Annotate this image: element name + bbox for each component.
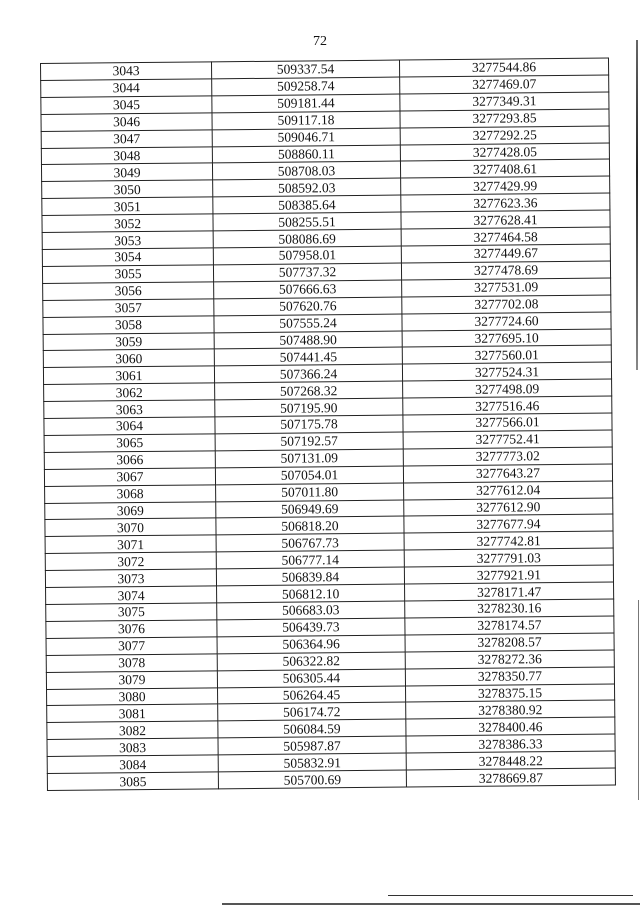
x-coordinate-cell: 508086.69	[213, 229, 401, 248]
point-number-cell: 3044	[41, 79, 212, 98]
point-number-cell: 3058	[43, 315, 214, 334]
y-coordinate-cell: 3278375.15	[405, 684, 614, 703]
x-coordinate-cell: 507441.45	[214, 347, 402, 366]
y-coordinate-cell: 3277921.91	[404, 565, 613, 584]
y-coordinate-cell: 3277612.90	[404, 498, 613, 517]
y-coordinate-cell: 3277349.31	[400, 92, 609, 111]
x-coordinate-cell: 507488.90	[214, 331, 402, 350]
y-coordinate-cell: 3278400.46	[406, 717, 615, 736]
x-coordinate-cell: 506818.20	[216, 516, 404, 535]
point-number-cell: 3057	[43, 299, 214, 318]
y-coordinate-cell: 3277724.60	[402, 312, 611, 331]
point-number-cell: 3060	[43, 349, 214, 368]
point-number-cell: 3061	[43, 366, 214, 385]
scan-edge-shadow	[636, 40, 638, 370]
y-coordinate-cell: 3278380.92	[406, 700, 615, 719]
y-coordinate-cell: 3277752.41	[403, 430, 612, 449]
x-coordinate-cell: 507175.78	[215, 415, 403, 434]
scan-edge-shadow-lower	[638, 600, 639, 800]
y-coordinate-cell: 3277516.46	[403, 396, 612, 415]
x-coordinate-cell: 506439.73	[217, 618, 405, 637]
point-number-cell: 3043	[41, 62, 212, 81]
scan-bottom-line	[388, 895, 633, 896]
x-coordinate-cell: 508592.03	[213, 178, 401, 197]
y-coordinate-cell: 3277566.01	[403, 413, 612, 432]
x-coordinate-cell: 508255.51	[213, 212, 401, 231]
y-coordinate-cell: 3277293.85	[400, 109, 609, 128]
point-number-cell: 3053	[42, 231, 213, 250]
x-coordinate-cell: 506812.10	[217, 584, 405, 603]
point-number-cell: 3072	[45, 552, 216, 571]
point-number-cell: 3064	[44, 417, 215, 436]
point-number-cell: 3050	[42, 180, 213, 199]
x-coordinate-cell: 506322.82	[217, 652, 405, 671]
y-coordinate-cell: 3277612.04	[404, 481, 613, 500]
y-coordinate-cell: 3278350.77	[405, 667, 614, 686]
point-number-cell: 3073	[45, 569, 216, 588]
y-coordinate-cell: 3277478.69	[401, 261, 610, 280]
point-number-cell: 3068	[45, 484, 216, 503]
y-coordinate-cell: 3277469.07	[400, 75, 609, 94]
y-coordinate-cell: 3277677.94	[404, 514, 613, 533]
x-coordinate-cell: 506683.03	[217, 601, 405, 620]
y-coordinate-cell: 3278669.87	[406, 768, 615, 787]
coordinates-table	[40, 58, 616, 791]
x-coordinate-cell: 506839.84	[216, 567, 404, 586]
y-coordinate-cell: 3277498.09	[403, 379, 612, 398]
point-number-cell: 3074	[46, 586, 217, 605]
point-number-cell: 3047	[41, 129, 212, 148]
x-coordinate-cell: 507737.32	[213, 263, 401, 282]
point-number-cell: 3080	[47, 687, 218, 706]
point-number-cell: 3051	[42, 197, 213, 216]
x-coordinate-cell: 506949.69	[216, 500, 404, 519]
coordinates-table-body	[41, 58, 616, 790]
y-coordinate-cell: 3278174.57	[405, 616, 614, 635]
x-coordinate-cell: 506364.96	[217, 635, 405, 654]
point-number-cell: 3083	[47, 738, 218, 757]
x-coordinate-cell: 507054.01	[215, 466, 403, 485]
point-number-cell: 3071	[45, 535, 216, 554]
y-coordinate-cell: 3277623.36	[401, 193, 610, 212]
x-coordinate-cell: 509117.18	[212, 111, 400, 130]
point-number-cell: 3054	[42, 248, 213, 267]
y-coordinate-cell: 3277628.41	[401, 210, 610, 229]
point-number-cell: 3046	[41, 113, 212, 132]
point-number-cell: 3066	[44, 451, 215, 470]
x-coordinate-cell: 507366.24	[214, 364, 402, 383]
x-coordinate-cell: 506305.44	[217, 669, 405, 688]
x-coordinate-cell: 509337.54	[211, 60, 399, 79]
x-coordinate-cell: 509258.74	[212, 77, 400, 96]
point-number-cell: 3056	[43, 282, 214, 301]
y-coordinate-cell: 3277544.86	[399, 58, 608, 77]
x-coordinate-cell: 505832.91	[218, 753, 406, 772]
x-coordinate-cell: 506084.59	[218, 719, 406, 738]
point-number-cell: 3049	[41, 163, 212, 182]
x-coordinate-cell: 506777.14	[216, 550, 404, 569]
y-coordinate-cell: 3278386.33	[406, 734, 615, 753]
point-number-cell: 3076	[46, 620, 217, 639]
y-coordinate-cell: 3278230.16	[405, 599, 614, 618]
x-coordinate-cell: 509046.71	[212, 128, 400, 147]
point-number-cell: 3048	[41, 146, 212, 165]
x-coordinate-cell: 507555.24	[214, 314, 402, 333]
x-coordinate-cell: 508860.11	[212, 145, 400, 164]
x-coordinate-cell: 506174.72	[218, 702, 406, 721]
point-number-cell: 3081	[47, 704, 218, 723]
point-number-cell: 3055	[42, 265, 213, 284]
y-coordinate-cell: 3277464.58	[401, 227, 610, 246]
x-coordinate-cell: 507666.63	[214, 280, 402, 299]
point-number-cell: 3062	[44, 383, 215, 402]
point-number-cell: 3067	[44, 468, 215, 487]
x-coordinate-cell: 505700.69	[218, 770, 406, 789]
point-number-cell: 3082	[47, 721, 218, 740]
x-coordinate-cell: 505987.87	[218, 736, 406, 755]
coordinates-table-wrap	[40, 58, 615, 791]
y-coordinate-cell: 3277773.02	[403, 447, 612, 466]
point-number-cell: 3069	[45, 501, 216, 520]
y-coordinate-cell: 3277531.09	[402, 278, 611, 297]
point-number-cell: 3065	[44, 434, 215, 453]
y-coordinate-cell: 3278208.57	[405, 633, 614, 652]
y-coordinate-cell: 3278272.36	[405, 650, 614, 669]
page-number: 72	[313, 34, 327, 49]
x-coordinate-cell: 508385.64	[213, 195, 401, 214]
y-coordinate-cell: 3277408.61	[400, 159, 609, 178]
point-number-cell: 3063	[44, 400, 215, 419]
x-coordinate-cell: 508708.03	[212, 161, 400, 180]
point-number-cell: 3079	[46, 670, 217, 689]
y-coordinate-cell: 3277449.67	[401, 244, 610, 263]
point-number-cell: 3075	[46, 603, 217, 622]
point-number-cell: 3085	[47, 772, 218, 791]
point-number-cell: 3077	[46, 637, 217, 656]
y-coordinate-cell: 3278171.47	[405, 582, 614, 601]
y-coordinate-cell: 3277429.99	[401, 176, 610, 195]
y-coordinate-cell: 3277560.01	[402, 345, 611, 364]
x-coordinate-cell: 507958.01	[213, 246, 401, 265]
x-coordinate-cell: 507131.09	[215, 449, 403, 468]
point-number-cell: 3084	[47, 755, 218, 774]
x-coordinate-cell: 507192.57	[215, 432, 403, 451]
x-coordinate-cell: 506767.73	[216, 533, 404, 552]
x-coordinate-cell: 507195.90	[215, 398, 403, 417]
point-number-cell: 3070	[45, 518, 216, 537]
x-coordinate-cell: 507011.80	[216, 483, 404, 502]
y-coordinate-cell: 3277428.05	[400, 143, 609, 162]
point-number-cell: 3059	[43, 332, 214, 351]
point-number-cell: 3052	[42, 214, 213, 233]
y-coordinate-cell: 3277742.81	[404, 531, 613, 550]
point-number-cell: 3078	[46, 654, 217, 673]
point-number-cell: 3045	[41, 96, 212, 115]
x-coordinate-cell: 506264.45	[218, 686, 406, 705]
y-coordinate-cell: 3277643.27	[403, 464, 612, 483]
y-coordinate-cell: 3277695.10	[402, 329, 611, 348]
x-coordinate-cell: 509181.44	[212, 94, 400, 113]
x-coordinate-cell: 507620.76	[214, 297, 402, 316]
y-coordinate-cell: 3277524.31	[402, 362, 611, 381]
x-coordinate-cell: 507268.32	[215, 381, 403, 400]
y-coordinate-cell: 3277702.08	[402, 295, 611, 314]
y-coordinate-cell: 3278448.22	[406, 751, 615, 770]
y-coordinate-cell: 3277292.25	[400, 126, 609, 145]
y-coordinate-cell: 3277791.03	[404, 548, 613, 567]
